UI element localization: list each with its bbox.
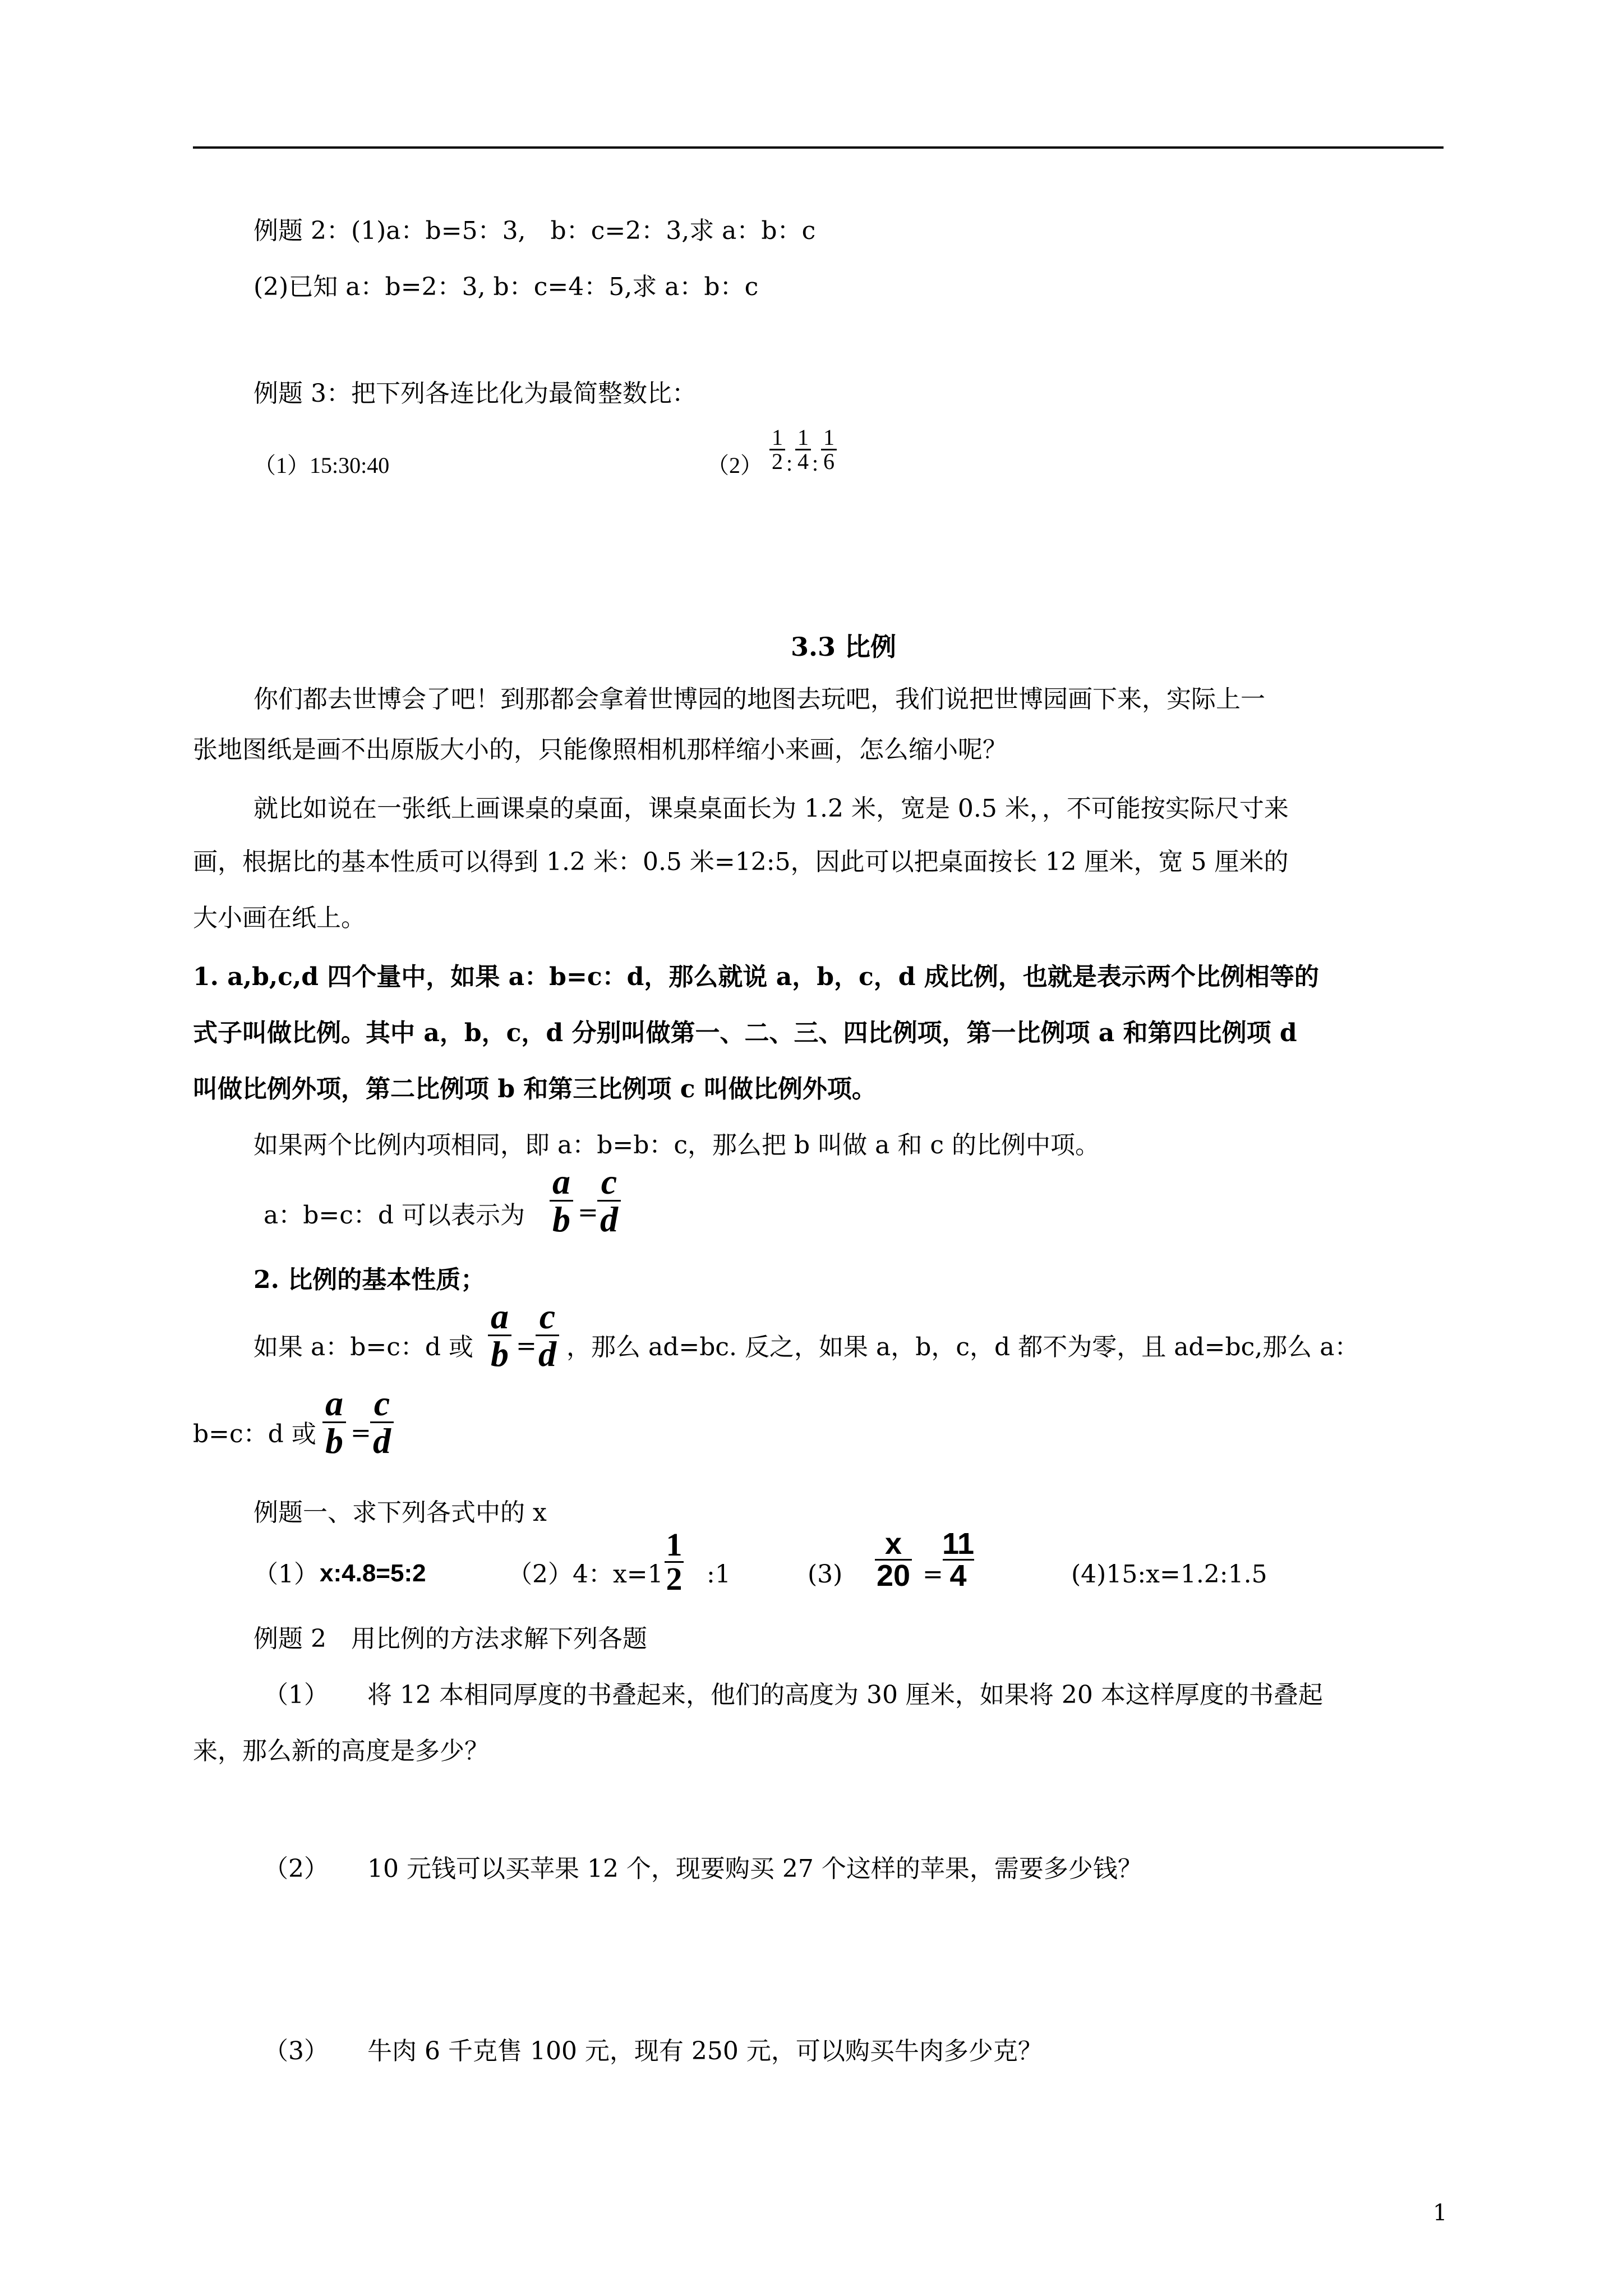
example-3-item-2-label: （2） [707,453,763,478]
example-one-item-2-tail: :1 [707,1560,731,1589]
example-one-item-3-label: (3) [808,1560,843,1589]
question-3-number: （3） [264,2037,329,2065]
fraction-c-over-d: c d [536,1299,559,1372]
page-number: 1 [1433,2200,1447,2226]
intro-paragraph-2-line-3: 大小画在纸上。 [193,904,366,932]
equals-sign: = [516,1332,537,1360]
example-2-line-1: 例题 2：(1)a：b=5：3, b：c=2：3,求 a：b：c [253,217,816,245]
example-one-title: 例题一、求下列各式中的 x [253,1498,547,1527]
fraction-one-half: 1 2 [665,1529,684,1595]
colon: : [812,450,819,476]
fraction-c-over-d: c d [597,1164,621,1237]
colon: : [786,450,793,476]
example-3-item-1: （1）15:30:40 [253,453,390,478]
intro-paragraph-1-line-2: 张地图纸是画不出原版大小的，只能像照相机那样缩小来画，怎么缩小呢？ [193,735,1007,764]
mean-proportional-text: 如果两个比例内项相同，即 a：b=b：c，那么把 b 叫做 a 和 c 的比例中项。 [253,1131,1100,1159]
fraction-x-over-20: x 20 [875,1529,912,1591]
fraction-one-sixth: 1 6 [821,426,837,473]
intro-paragraph-1-line-1: 你们都去世博会了吧！到那都会拿着世博园的地图去玩吧，我们说把世博园画下来，实际上一 [253,685,1265,714]
definition-line-3: 叫做比例外项，第二比例项 b 和第三比例项 c 叫做比例外项。 [193,1075,877,1103]
question-3-text: 牛肉 6 千克售 100 元，现有 250 元，可以购买牛肉多少克？ [367,2037,1043,2065]
fraction-a-over-b: a b [488,1299,511,1372]
example-2-line-2: (2)已知 a：b=2：3, b：c=4：5,求 a：b：c [253,273,759,301]
header-rule [193,146,1444,149]
equals-sign: = [923,1560,943,1589]
example-one-item-1-label: （1） [253,1560,319,1589]
fraction-a-over-b: a b [550,1164,573,1237]
question-2-number: （2） [264,1855,329,1883]
fraction-c-over-d: c d [370,1386,394,1459]
definition-line-1: 1. a,b,c,d 四个量中，如果 a：b=c：d，那么就说 a，b，c，d 成比例，也就是表示两个比例相等的 [193,963,1319,991]
section-title: 3.3 比例 [791,632,897,662]
equals-sign: = [578,1198,598,1227]
property-line-2-start: b=c：d 或 [193,1420,316,1448]
question-1-number: （1） [264,1681,329,1709]
example-one-item-1-equation: x:4.8=5:2 [320,1559,426,1587]
definition-line-2: 式子叫做比例。其中 a，b，c，d 分别叫做第一、二、三、四比例项，第一比例项 a 和第四比例项 d [193,1019,1297,1047]
example-one-item-4: (4)15:x=1.2:1.5 [1071,1560,1267,1589]
question-1-line-1: 将 12 本相同厚度的书叠起来，他们的高度为 30 厘米，如果将 20 本这样厚度的书叠起 [367,1681,1323,1709]
example-2-proportion-title: 例题 2 用比例的方法求解下列各题 [253,1625,647,1653]
intro-paragraph-2-line-1: 就比如说在一张纸上画课桌的桌面，课桌桌面长为 1.2 米，宽是 0.5 米，，不可能按实际尺寸来 [253,794,1289,823]
property-line-1-start: 如果 a：b=c：d 或 [253,1333,474,1361]
equals-sign: = [351,1419,371,1447]
example-3-title: 例题 3：把下列各连比化为最简整数比： [253,379,697,408]
intro-paragraph-2-line-2: 画，根据比的基本性质可以得到 1.2 米：0.5 米=12:5，因此可以把桌面按长 12 厘米，宽 5 厘米的 [193,848,1289,876]
fraction-form-prefix: a：b=c：d 可以表示为 [264,1201,525,1230]
fraction-one-quarter: 1 4 [795,426,811,473]
fraction-a-over-b: a b [322,1386,346,1459]
property-line-1-end: ，那么 ad=bc. 反之，如果 a，b，c，d 都不为零，且 ad=bc,那么 a： [566,1333,1359,1361]
example-one-item-2: （2）4：x=1 [508,1560,663,1589]
question-1-line-2: 来，那么新的高度是多少？ [193,1737,489,1765]
property-title: 2. 比例的基本性质； [253,1266,486,1294]
fraction-one-half: 1 2 [769,426,785,473]
question-2-text: 10 元钱可以买苹果 12 个，现要购买 27 个这样的苹果，需要多少钱？ [367,1855,1142,1883]
fraction-11-over-4: 11 4 [942,1527,975,1593]
